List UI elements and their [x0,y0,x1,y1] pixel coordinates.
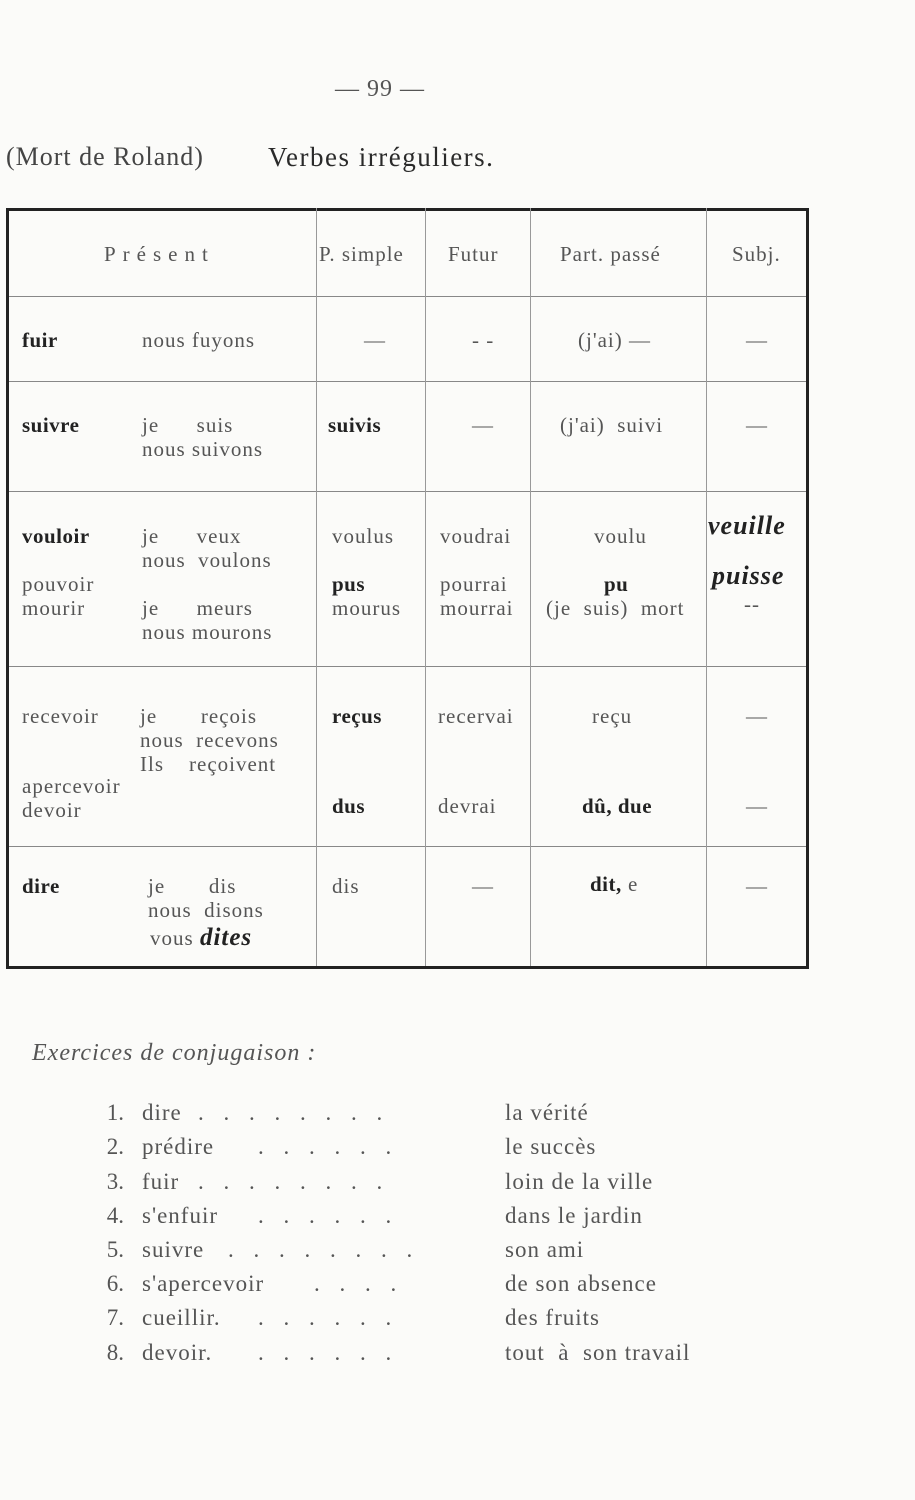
present-vouloir-1: je veux [142,524,242,548]
exercise-dots: . . . . . . . . [198,1100,390,1125]
header-left-caption: (Mort de Roland) [6,142,204,171]
verb-mourir: mourir [22,596,86,620]
simple-dire: dis [332,874,360,898]
exercise-item [0,1169,915,1203]
exercise-dots: . . . . . . [258,1340,399,1365]
exercise-dots: . . . . . . . . [228,1237,420,1262]
subj-vouloir: veuille [708,511,786,540]
row-divider [6,491,809,492]
exercise-item [0,1100,915,1134]
row-divider [6,666,809,667]
part-pouvoir: pu [604,572,629,596]
exercise-verb: suivre [142,1237,205,1262]
exercise-number: 7. [106,1305,124,1330]
futur-vouloir: voudrai [440,524,512,548]
verb-apercevoir: apercevoir [22,774,121,798]
table-left-border [6,208,9,969]
present-dire-1: je dis [148,874,237,898]
exercise-verb: s'enfuir [142,1203,219,1228]
present-suivre-2: nous suivons [142,437,264,461]
exercise-dots: . . . . . . [258,1134,399,1159]
exercise-dots: . . . . [314,1271,404,1296]
simple-suivre: suivis [328,413,382,437]
present-dire-3 [150,926,252,950]
exercise-object: loin de la ville [505,1169,654,1194]
column-divider [706,208,707,966]
exercise-number: 6. [106,1271,124,1296]
exercise-number: 5. [106,1237,124,1262]
present-recevoir-3: Ils reçoivent [140,752,277,776]
subj-mourir: -- [744,592,760,616]
verb-dire: dire [22,874,60,898]
present-dire-3-pronoun: vous [150,926,194,950]
exercise-number: 3. [106,1169,124,1194]
simple-pouvoir: pus [332,572,366,596]
exercise-dots: . . . . . . [258,1203,399,1228]
present-suivre-1: je suis [142,413,234,437]
subj-fuir: — [746,328,768,352]
row-divider [6,381,809,382]
part-suivre: (j'ai) suivi [560,413,664,437]
verb-vouloir: vouloir [22,524,90,548]
simple-fuir: — [364,328,386,352]
exercise-verb: devoir. [142,1340,213,1365]
futur-fuir: - - [472,328,495,352]
futur-pouvoir: pourrai [440,572,508,596]
table-bottom-border [6,966,809,969]
col-header-present: Présent [104,242,215,266]
column-divider [530,208,531,966]
exercise-number: 8. [106,1340,124,1365]
exercise-object: le succès [505,1134,597,1159]
subj-devoir: — [746,794,768,818]
exercise-dots: . . . . . . . . [198,1169,390,1194]
exercise-object: dans le jardin [505,1203,643,1228]
exercise-item [0,1134,915,1168]
row-divider [6,296,809,297]
exercise-dots: . . . . . . [258,1305,399,1330]
conjugation-table [6,208,809,970]
present-fuir: nous fuyons [142,328,256,352]
subj-recevoir: — [746,704,768,728]
part-vouloir: voulu [594,524,647,548]
col-header-futur: Futur [448,242,499,266]
part-devoir: dû, due [582,794,653,818]
col-header-part-passe: Part. passé [560,242,661,266]
part-dire-bold: dit, [590,872,622,896]
exercise-item [0,1203,915,1237]
exercise-item [0,1271,915,1305]
futur-mourir: mourrai [440,596,514,620]
futur-dire: — [472,874,494,898]
present-recevoir-2: nous recevons [140,728,279,752]
simple-recevoir: reçus [332,704,382,728]
present-dire-3-italic: dites [199,924,253,951]
subj-dire: — [746,874,768,898]
present-dire-2: nous disons [148,898,264,922]
verb-suivre: suivre [22,413,80,437]
exercise-number: 1. [106,1100,124,1125]
simple-mourir: mourus [332,596,401,620]
futur-recevoir: recervai [438,704,514,728]
exercise-verb: prédire [142,1134,215,1159]
verb-recevoir: recevoir [22,704,99,728]
simple-devoir: dus [332,794,366,818]
subj-suivre: — [746,413,768,437]
page-number: — 99 — [335,76,425,102]
verb-pouvoir: pouvoir [22,572,95,596]
exercise-object: la vérité [505,1100,589,1125]
exercise-object: son ami [505,1237,585,1262]
present-mourir-1: je meurs [142,596,253,620]
row-divider [6,846,809,847]
column-divider [316,208,317,966]
verb-devoir: devoir [22,798,82,822]
exercise-object: tout à son travail [505,1340,691,1365]
exercise-verb: cueillir. [142,1305,221,1330]
futur-suivre: — [472,413,494,437]
page-title: Verbes irréguliers. [268,142,495,172]
table-top-border [6,208,809,211]
column-divider [425,208,426,966]
simple-vouloir: voulus [332,524,395,548]
exercise-verb: dire [142,1100,182,1125]
exercise-verb: fuir [142,1169,180,1194]
verb-fuir: fuir [22,328,58,352]
present-vouloir-2: nous voulons [142,548,272,572]
table-right-border [806,208,809,969]
present-recevoir-1: je reçois [140,704,258,728]
exercise-item [0,1340,915,1374]
part-mourir: (je suis) mort [546,596,685,620]
exercises-title: Exercices de conjugaison : [32,1040,317,1066]
exercise-verb: s'apercevoir [142,1271,265,1296]
col-header-p-simple: P. simple [319,242,404,266]
exercise-number: 4. [106,1203,124,1228]
exercise-item [0,1237,915,1271]
exercise-item [0,1305,915,1339]
subj-pouvoir: puisse [712,561,785,590]
present-mourir-2: nous mourons [142,620,273,644]
exercise-object: des fruits [505,1305,600,1330]
col-header-subj: Subj. [732,242,781,266]
exercise-object: de son absence [505,1271,657,1296]
part-dire-ending: e [628,872,639,896]
futur-devoir: devrai [438,794,497,818]
part-dire [590,872,638,896]
exercise-number: 2. [106,1134,124,1159]
part-fuir: (j'ai) — [578,328,652,352]
part-recevoir: reçu [592,704,633,728]
